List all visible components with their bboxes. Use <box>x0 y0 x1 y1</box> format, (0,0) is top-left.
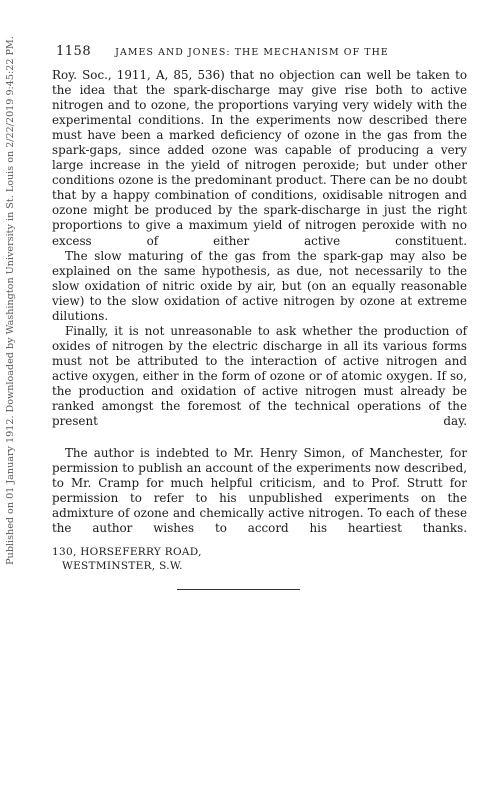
page-number: 1158 <box>56 44 92 59</box>
text-line: forms must not be attributed to the interaction of active nitrogen <box>52 338 468 368</box>
paragraph-3 <box>52 324 467 429</box>
text-line: to the idea that the spark-discharge may give rise both to active <box>52 68 467 98</box>
text-line: of these the author wishes to accord his heartiest thanks. <box>52 506 468 536</box>
paragraph-2 <box>52 249 467 324</box>
author-address <box>52 546 467 573</box>
text-line: described, to Mr. Cramp for much helpful criticism, and to Prof. <box>52 461 468 491</box>
end-rule <box>177 589 300 590</box>
text-line: nitrogen and ozone might be produced by the spark-discharge in <box>52 188 468 218</box>
text-line: and active oxygen, either in the form of ozone or of atomic <box>52 353 467 383</box>
address-line-2: WESTMINSTER, S.W. <box>62 559 183 572</box>
text-line: of oxides of nitrogen by the electric discharge in all its various <box>52 323 467 353</box>
text-line: for permission to publish an account of the experiments now <box>52 446 468 476</box>
text-line: Finally, it is not unreasonable to ask whether the production <box>65 323 450 338</box>
text-line: a very large increase in the yield of nitrogen peroxide; but under <box>52 143 468 173</box>
text-line: The author is indebted to Mr. Henry Simon, of Manchester, <box>65 446 444 461</box>
running-title: JAMES AND JONES: THE MECHANISM OF THE <box>115 47 389 58</box>
address-line-1: 130, HORSEFERRY ROAD, <box>52 546 202 559</box>
download-stamp <box>2 30 18 570</box>
text-line: from the spark-gaps, since added ozone was capable of producing <box>52 128 467 158</box>
text-line: The slow maturing of the gas from the spark-gap may also be <box>65 248 467 263</box>
text-line: view) to the slow oxidation of active nitrogen by ozone at extreme <box>52 293 467 308</box>
text-line: the experimental conditions. In the experiments now described <box>52 98 467 128</box>
text-line: operations of the present day. <box>52 399 468 429</box>
text-line: just the right proportions to give a maximum yield of nitrogen <box>52 203 468 233</box>
paragraph-4 <box>52 446 467 536</box>
text-line: Strutt for permission to refer to his unpublished experiments on <box>52 476 467 506</box>
text-line: explained on the same hypothesis, as due, not necessarily to the <box>52 263 467 278</box>
article-body <box>52 68 467 573</box>
text-line: Roy. Soc., 1911, A, 85, 536) that no objection can well be taken <box>52 68 450 82</box>
text-line: nitrogen and to ozone, the proportions varying very widely with <box>52 98 444 113</box>
text-line: slow oxidation of nitric oxide by air, but (on an equally reasonable <box>52 278 467 293</box>
text-line: there must have been a marked deficiency of ozone in the gas <box>52 113 468 143</box>
download-stamp-text: Published on 01 January 1912. Downloaded by Washington University in St. Louis on 2/22/2019 9:45:22 PM. <box>4 35 16 565</box>
text-line: other conditions ozone is the predominant product. There can be <box>52 158 467 188</box>
text-line: the admixture of ozone and chemically active nitrogen. To each <box>52 491 467 521</box>
text-line: dilutions. <box>52 308 109 323</box>
page-header <box>56 44 456 60</box>
text-line: peroxide with no excess of either active constituent. <box>52 218 467 248</box>
section-gap <box>52 429 467 446</box>
text-line: oxygen. If so, the production and oxidation of active nitrogen <box>52 368 467 398</box>
paragraph-1 <box>52 68 467 249</box>
text-line: no doubt that by a happy combination of conditions, oxidisable <box>52 173 467 203</box>
text-line: must already be ranked amongst the foremost of the technical <box>52 383 467 414</box>
